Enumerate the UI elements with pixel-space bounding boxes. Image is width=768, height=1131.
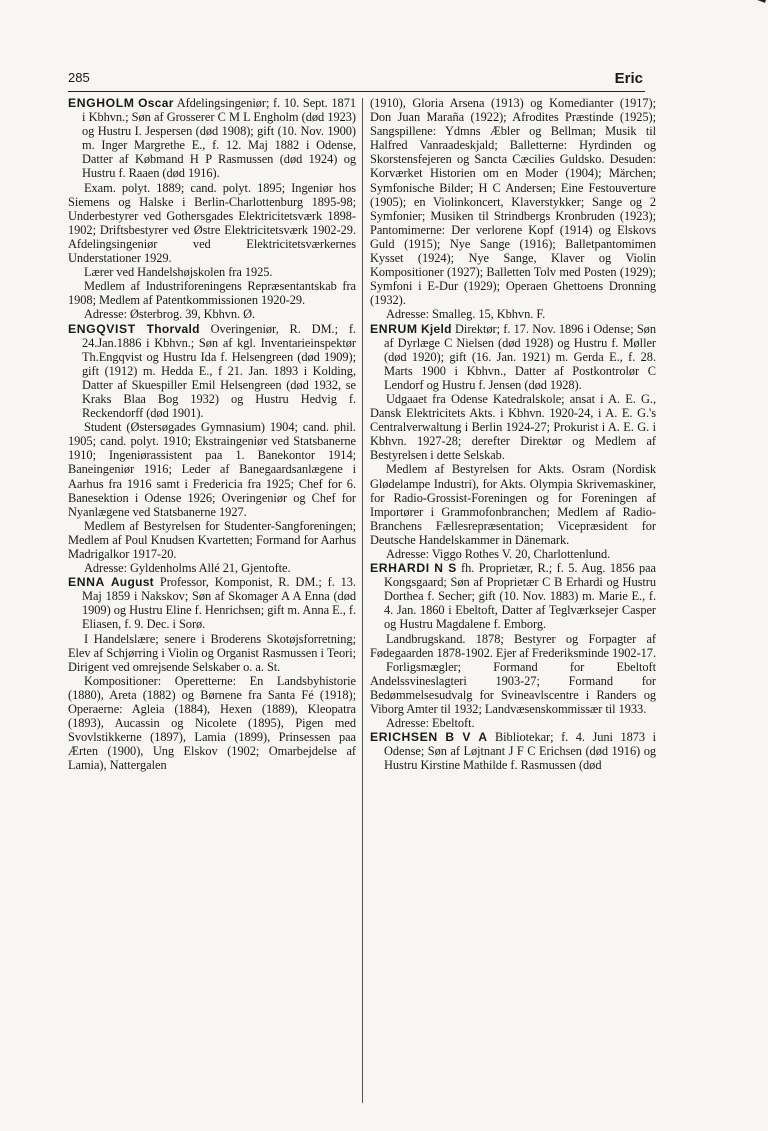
header-rule — [68, 91, 645, 92]
entry-given-name: N S — [434, 561, 457, 576]
entry-engqvist — [68, 322, 356, 576]
entry-headword: ENGHOLM — [68, 96, 135, 110]
entry-address: Adresse: Viggo Rothes V. 20, Charlottenlund. — [386, 547, 611, 561]
entry-intro-text: Bibliotekar; f. 4. Juni 1873 i Odense; Søn af Løjtnant J F C Erichsen (død 1916) og Hustru Kirstine Mathilde f. Rasmussen (død — [384, 730, 656, 773]
entry-enna — [68, 575, 356, 772]
entry-address: Adresse: Østerbrog. 39, Kbhvn. Ø. — [84, 307, 256, 322]
column-divider — [362, 98, 363, 1103]
entry-intro — [68, 322, 356, 421]
continuation-text: (1910), Gloria Arsena (1913) og Komedianter (1917); Don Juan Maraña (1922); Afrodites Præstinde (1925); Sangspillene: Ydmns Æbler og Bellman; Musik til Halfred Vanraadeskjald; Balletterne: Hyrdinden og Skorstensfejeren og Sancta Cæcilies Guldsko. Desuden: Korværket Historien om en Moder (1904); Märchen; Symfonische Bilder; H C Andersen; Eine Festouverture (1905); en Violinkoncert, Klaverstykker; Sange og 2 Symfonier; Musiken til Strindbergs Kronbruden (1923); Pantomimerne: Der verlorene Kopf (1914) og Elskovs Guld (1915); Nye Sange (1916); Balletpantomimen Kysset (1924); Nye Sange, Klaver og Violin Kompositioner (1927); Balletten Tolv med Posten (1929); Symfoni i E-Dur (1929); Operaen Ghettoens Dronning (1932). — [370, 96, 656, 308]
running-head — [68, 70, 645, 88]
entry-enrum — [370, 322, 656, 562]
entry-paragraph: I Handelslære; senere i Broderens Skotøjsforretning; Elev af Schjørring i Violin og Organist Rasmussen i Teori; Dirigent ved omrejsende Selskaber o. a. St. — [68, 631, 356, 674]
entry-intro — [370, 561, 656, 631]
entry-paragraph: Forligsmægler; Formand for Ebeltoft Andelssvineslagteri 1903-27; Formand for Bedømmelsesudvalg for Svineavlscentre i Randers og Viborg Amter til 1932; Landvæsenskommissær til 1933. — [370, 659, 656, 717]
left-column — [68, 96, 356, 1126]
guide-word: Eric — [614, 70, 643, 87]
entry-intro-text: Overingeniør, R. DM.; f. 24.Jan.1886 i Kbhvn.; Søn af kgl. Inventarieinspektør Th.Engqvist og Hustru Ida f. Helsengreen (død 1909); gift (1912) m. Hedda E., f 21. Jan. 1893 i Kolding, Datter af Skuespiller Emil Helsengreen (død 1932, se Kraks Blaa Bog 1932) og Hustru Hedvig f. Reckendorff (død 1901). — [82, 321, 356, 421]
entry-intro — [68, 575, 356, 631]
entry-intro — [68, 96, 356, 181]
entry-paragraph: Student (Østersøgades Gymnasium) 1904; cand. phil. 1905; cand. polyt. 1910; Ekstraingeniør ved Statsbanerne 1910; Ingeniørassistent paa 1. Banekontor 1914; Baneingeniør 1916; Leder af Banegaardsanlægene i Aarhus fra 1916 samt i Fredericia fra 1925; Chef for 6. Banesektion i Odense 1926; Overingeniør og Chef for Nyanlægene ved Statsbanerne 1927. — [68, 420, 356, 519]
entry-address: Adresse: Gyldenholms Allé 21, Gjentofte. — [84, 561, 291, 576]
entry-erichsen — [370, 730, 656, 772]
entry-given-name: Oscar — [138, 96, 174, 110]
entry-paragraph: Medlem af Bestyrelsen for Akts. Osram (Nordisk Glødelampe Industri), for Akts. Olympia Skrivemaskiner, for Radio-Grossist-Foreningen og for Foreningen af Importører i Grammofonbranchen; Medlem af Radio-Branchens Fællesrepræsentation; Vicepræsident for Deutsche Handelskammer in Dänemark. — [370, 462, 656, 547]
entry-headword: ENRUM — [370, 321, 418, 336]
entry-given-name: Thorvald — [146, 321, 200, 336]
entry-headword: ERHARDI — [370, 561, 430, 576]
scan-corner-mark — [721, 0, 766, 22]
entry-intro-text: Professor, Komponist, R. DM.; f. 13. Maj 1859 i Nakskov; Søn af Skomager A A Enna (død 1909) og Hustru Eline f. Henrichsen; gift m. Anna E., f. Eliasen, f. 9. Dec. i Sorø. — [82, 575, 356, 632]
entry-headword: ERICHSEN — [370, 730, 438, 745]
entry-address: Adresse: Ebeltoft. — [386, 716, 475, 731]
entry-paragraph: Kompositioner: Operetterne: En Landsbyhistorie (1880), Areta (1882) og Børnene fra Santa Fé (1918); Operaerne: Agleia (1884), Hexen (1889), Kleopatra (1893), Aucassin og Nicolete (1895), Pigen med Svovlstikkerne (1897), Lamia (1899), Prinsessen paa Ærten (1900), Ung Elskov (1902; Omarbejdelse af Lamia), Nattergalen — [68, 673, 356, 773]
entry-intro — [370, 322, 656, 392]
continuation-address: Adresse: Smalleg. 15, Kbhvn. F. — [386, 307, 546, 322]
page-number: 285 — [68, 70, 90, 85]
entry-intro-text: Direktør; f. 17. Nov. 1896 i Odense; Søn af Dyrlæge C Nielsen (død 1928) og Hustru f. Møller (død 1920); gift (16. Jan. 1921) m. Gerda E., f. 28. Marts 1900 i Kbhvn., Datter af Postkontrolør C Lendorf og Hustru f. Jensen (død 1928). — [384, 321, 656, 392]
entry-intro — [370, 730, 656, 772]
entry-intro-text: fh. Proprietær, R.; f. 5. Aug. 1856 paa Kongsgaard; Søn af Proprietær C B Erhardi og Hustru Dorthea f. Secher; gift (10. Nov. 1883) m. Marie E., f. 4. Jan. 1860 i Ebeltoft, Datter af Teglværksejer Casper og Hustru Magdalene f. Emborg. — [384, 561, 656, 632]
entry-paragraph: Medlem af Bestyrelsen for Studenter-Sangforeningen; Medlem af Poul Knudsen Kvartetten; Formand for Aarhus Madrigalkor 1917-20. — [68, 518, 356, 561]
entry-headword: ENNA — [68, 575, 105, 590]
entry-paragraph: Exam. polyt. 1889; cand. polyt. 1895; Ingeniør hos Siemens og Halske i Berlin-Charlottenburg 1895-98; Underbestyrer ved Gothersgades Elektricitetsværk 1898-1902; Driftsbestyrer ved Østre Elektricitetsværk 1902-29. Afdelingsingeniør ved Elektricitetsværkernes Understationer 1929. — [68, 180, 356, 266]
entry-given-name: August — [110, 575, 154, 590]
entry-erhardi — [370, 561, 656, 730]
entry-paragraph: Medlem af Industriforeningens Repræsentantskab fra 1908; Medlem af Patentkommissionen 1920-29. — [68, 279, 356, 308]
entry-given-name: Kjeld — [420, 321, 452, 336]
entry-intro-text: Afdelingsingeniør; f. 10. Sept. 1871 i Kbhvn.; Søn af Grosserer C M L Engholm (død 1923) og Hustru I. Jespersen (død 1908); gift (10. Nov. 1900) m. Inger Margrethe E., f. 12. Maj 1882 i Odense, Datter af Købmand H P Rasmussen (død 1924) og Hustru f. Raaen (død 1916). — [82, 96, 356, 181]
entry-headword: ENGQVIST — [68, 321, 136, 336]
entry-given-name: B V A — [445, 730, 488, 745]
right-column — [370, 96, 656, 1126]
entry-paragraph: Lærer ved Handelshøjskolen fra 1925. — [84, 265, 273, 280]
entry-paragraph: Udgaaet fra Odense Katedralskole; ansat i A. E. G., Dansk Elektricitets Akts. i Kbhvn. 1920-24, i A. E. G.'s Centralverwaltung i Berlin 1924-27; Prokurist i A. E. G. i Kbhvn. 1927-28; derefter Direktør og Medlem af Bestyrelsen i dette Selskab. — [370, 391, 656, 463]
entry-engholm — [68, 96, 356, 322]
entry-paragraph: Landbrugskand. 1878; Bestyrer og Forpagter af Fødegaarden 1878-1902. Ejer af Frederiksminde 1902-17. — [370, 631, 656, 660]
